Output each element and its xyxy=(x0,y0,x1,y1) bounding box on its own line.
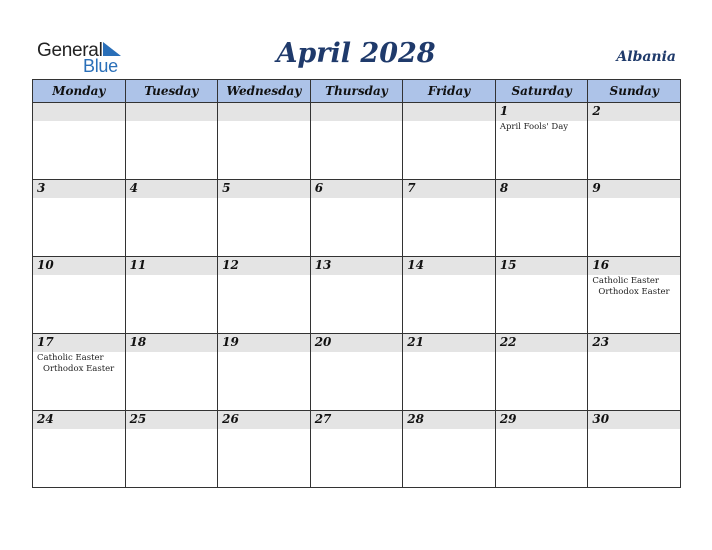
week-row xyxy=(33,257,681,334)
day-number: 17 xyxy=(37,335,54,349)
week-row xyxy=(33,334,681,411)
day-cell[interactable] xyxy=(310,334,403,411)
holiday-label: Catholic Easter xyxy=(37,353,104,363)
day-number: 22 xyxy=(499,335,517,349)
day-cell-content xyxy=(311,334,403,410)
holiday-list xyxy=(37,353,114,375)
day-number-band xyxy=(588,180,680,198)
day-cell-content xyxy=(126,103,218,179)
weekday-header-sunday: Sunday xyxy=(588,80,681,103)
weekday-header-thursday: Thursday xyxy=(310,80,403,103)
day-cell-content xyxy=(403,411,495,487)
day-number: 2 xyxy=(592,104,601,118)
day-number-band xyxy=(126,103,218,121)
day-cell-content xyxy=(33,411,125,487)
day-cell[interactable] xyxy=(588,334,681,411)
day-cell-content xyxy=(588,334,680,410)
logo-text-general: General xyxy=(37,40,103,61)
day-cell[interactable] xyxy=(125,411,218,488)
day-number: 6 xyxy=(314,181,324,195)
day-cell[interactable] xyxy=(218,180,311,257)
day-number: 28 xyxy=(407,412,424,426)
day-number-band xyxy=(33,103,125,121)
day-cell-content xyxy=(33,334,125,410)
day-cell[interactable] xyxy=(495,180,588,257)
day-number: 18 xyxy=(129,335,147,349)
day-cell[interactable] xyxy=(33,411,126,488)
day-number-band xyxy=(496,180,588,198)
day-number-band xyxy=(33,180,125,198)
day-cell[interactable] xyxy=(218,411,311,488)
day-number: 12 xyxy=(222,258,239,272)
day-cell[interactable] xyxy=(588,257,681,334)
day-cell[interactable] xyxy=(33,257,126,334)
day-number-band xyxy=(311,180,403,198)
day-number: 25 xyxy=(129,412,147,426)
day-cell[interactable] xyxy=(588,411,681,488)
calendar-grid xyxy=(32,79,681,488)
day-cell-content xyxy=(588,257,680,333)
weekday-header-friday: Friday xyxy=(403,80,496,103)
day-cell[interactable] xyxy=(310,411,403,488)
day-number: 19 xyxy=(222,335,239,349)
day-cell-content xyxy=(588,180,680,256)
day-cell-content xyxy=(403,334,495,410)
day-number-band xyxy=(403,180,495,198)
day-cell-content xyxy=(311,411,403,487)
day-cell-content xyxy=(496,411,588,487)
day-cell[interactable] xyxy=(403,180,496,257)
weekday-header-saturday: Saturday xyxy=(495,80,588,103)
day-number-band xyxy=(403,103,495,121)
day-cell-content xyxy=(218,334,310,410)
day-cell[interactable] xyxy=(403,411,496,488)
day-cell-content xyxy=(218,257,310,333)
day-number: 5 xyxy=(222,181,231,195)
week-row xyxy=(33,180,681,257)
day-cell[interactable] xyxy=(588,180,681,257)
day-number: 14 xyxy=(407,258,424,272)
day-number: 1 xyxy=(499,104,509,118)
holiday-label: April Fools' Day xyxy=(499,122,569,132)
day-cell-content xyxy=(403,180,495,256)
week-row xyxy=(33,103,681,180)
day-cell-content xyxy=(496,334,588,410)
day-cell[interactable] xyxy=(218,103,311,180)
day-number: 30 xyxy=(592,412,610,426)
day-cell[interactable] xyxy=(33,334,126,411)
holiday-label: Orthodox Easter xyxy=(598,287,670,297)
day-cell-content xyxy=(218,180,310,256)
day-number: 27 xyxy=(314,412,332,426)
day-cell[interactable] xyxy=(588,103,681,180)
calendar-title: April 2028 xyxy=(276,38,436,69)
day-number: 23 xyxy=(592,335,610,349)
day-cell[interactable] xyxy=(125,334,218,411)
day-number-band xyxy=(588,103,680,121)
weekday-header-monday: Monday xyxy=(33,80,126,103)
day-cell[interactable] xyxy=(495,411,588,488)
day-number-band xyxy=(496,103,588,121)
day-number: 3 xyxy=(37,181,46,195)
day-cell-content xyxy=(126,257,218,333)
day-cell[interactable] xyxy=(125,103,218,180)
day-number: 8 xyxy=(499,181,509,195)
day-number: 15 xyxy=(499,258,517,272)
day-cell-content xyxy=(33,103,125,179)
day-number-band xyxy=(218,103,310,121)
day-cell[interactable] xyxy=(125,257,218,334)
day-cell[interactable] xyxy=(403,334,496,411)
day-number: 9 xyxy=(592,181,601,195)
day-number-band xyxy=(218,180,310,198)
day-cell-content xyxy=(126,334,218,410)
holiday-label: Orthodox Easter xyxy=(43,364,115,374)
day-cell[interactable] xyxy=(33,103,126,180)
day-cell-content xyxy=(126,411,218,487)
day-cell-content xyxy=(126,180,218,256)
holiday-list xyxy=(500,122,568,133)
day-cell-content xyxy=(403,103,495,179)
day-cell-content xyxy=(403,257,495,333)
day-number: 7 xyxy=(407,181,416,195)
day-cell-content xyxy=(218,411,310,487)
day-number: 26 xyxy=(222,412,239,426)
day-cell[interactable] xyxy=(218,334,311,411)
day-cell-content xyxy=(33,180,125,256)
day-cell-content xyxy=(33,257,125,333)
day-cell-content xyxy=(588,103,680,179)
day-cell-content xyxy=(496,257,588,333)
day-cell[interactable] xyxy=(125,180,218,257)
day-number: 13 xyxy=(314,258,332,272)
week-row xyxy=(33,411,681,488)
day-cell[interactable] xyxy=(218,257,311,334)
holiday-label: Catholic Easter xyxy=(592,276,659,286)
weekday-header-tuesday: Tuesday xyxy=(125,80,218,103)
day-cell[interactable] xyxy=(495,257,588,334)
weekday-header-wednesday: Wednesday xyxy=(218,80,311,103)
day-cell-content xyxy=(311,257,403,333)
day-cell-content xyxy=(496,180,588,256)
day-cell-content xyxy=(218,103,310,179)
day-number: 21 xyxy=(407,335,424,349)
day-number: 16 xyxy=(592,258,610,272)
day-cell-content xyxy=(311,103,403,179)
logo-text-blue: Blue xyxy=(83,56,118,76)
day-number: 10 xyxy=(37,258,54,272)
day-number-band xyxy=(311,103,403,121)
day-cell[interactable] xyxy=(403,103,496,180)
day-number: 4 xyxy=(129,181,138,195)
day-number: 20 xyxy=(314,335,332,349)
holiday-list xyxy=(592,276,669,298)
day-cell[interactable] xyxy=(33,180,126,257)
day-cell-content xyxy=(496,103,588,179)
day-cell[interactable] xyxy=(310,257,403,334)
day-cell[interactable] xyxy=(403,257,496,334)
day-number: 11 xyxy=(129,258,147,272)
day-cell[interactable] xyxy=(310,180,403,257)
day-cell[interactable] xyxy=(310,103,403,180)
country-label: Albania xyxy=(616,49,676,65)
day-cell-content xyxy=(311,180,403,256)
day-cell[interactable] xyxy=(495,103,588,180)
day-cell[interactable] xyxy=(495,334,588,411)
day-number-band xyxy=(126,180,218,198)
calendar-body xyxy=(33,103,681,488)
day-cell-content xyxy=(588,411,680,487)
weekday-header-row xyxy=(33,80,681,103)
day-number: 24 xyxy=(37,412,54,426)
day-number: 29 xyxy=(499,412,517,426)
